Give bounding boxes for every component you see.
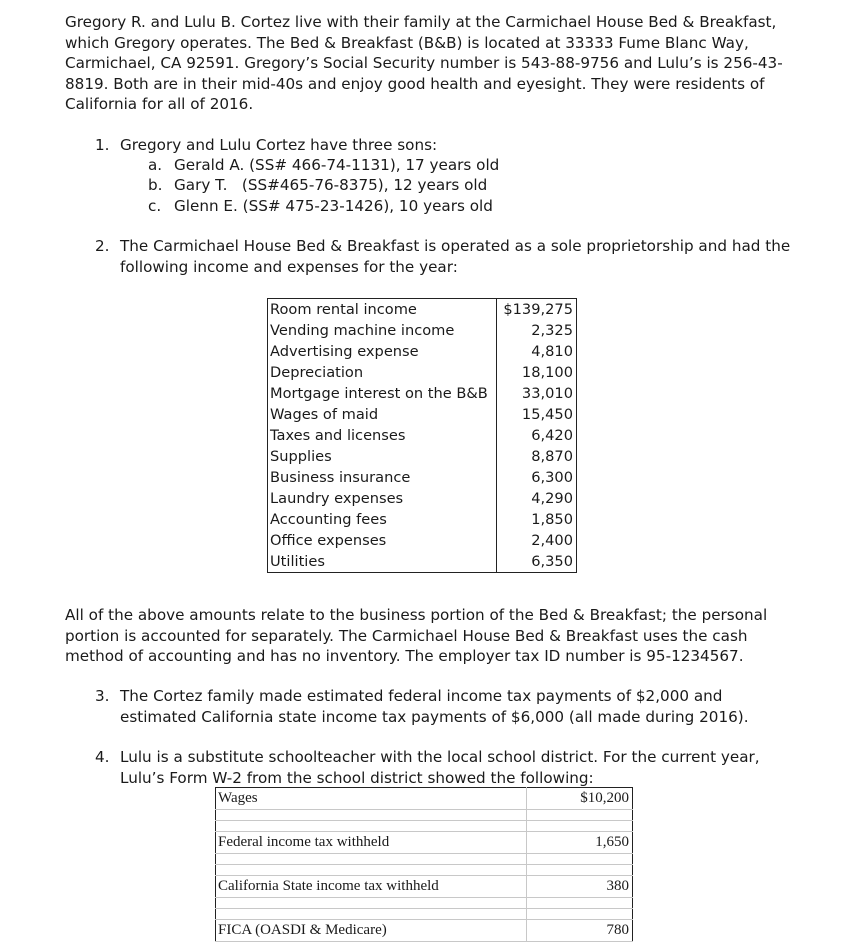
row-value: $139,275	[497, 299, 577, 321]
table-row	[268, 320, 577, 341]
w2-table	[215, 787, 633, 942]
table-row	[216, 788, 633, 810]
son-a-letter: a.	[148, 156, 163, 174]
w2-label: Wages	[216, 788, 527, 810]
table-row	[268, 530, 577, 551]
table-row	[216, 920, 633, 942]
table-row	[216, 832, 633, 854]
table-row	[268, 551, 577, 573]
son-c	[148, 196, 493, 217]
row-label: Laundry expenses	[268, 488, 497, 509]
row-label: Room rental income	[268, 299, 497, 321]
w2-value: 1,650	[527, 832, 633, 854]
item-2-text: The Carmichael House Bed & Breakfast is operated as a sole proprietorship and had the following income and expenses for the year:	[120, 237, 791, 276]
son-c-letter: c.	[148, 197, 162, 215]
row-value: 18,100	[497, 362, 577, 383]
row-label: Wages of maid	[268, 404, 497, 425]
spacer-row	[216, 909, 633, 920]
row-value: 2,400	[497, 530, 577, 551]
table-row	[268, 341, 577, 362]
item-4-number: 4.	[95, 748, 110, 766]
item-3-text: The Cortez family made estimated federal income tax payments of $2,000 and estimated California state income tax payments of $6,000 (all made during 2016).	[120, 687, 749, 726]
spacer-row	[216, 865, 633, 876]
w2-label: Federal income tax withheld	[216, 832, 527, 854]
after-table-paragraph: All of the above amounts relate to the business portion of the Bed & Breakfast; the personal portion is accounted for separately. The Carmichael House Bed & Breakfast uses the cash method of accounting and has no inventory. The employer tax ID number is 95-1234567.	[65, 606, 768, 665]
table-row	[268, 383, 577, 404]
item-3-number: 3.	[95, 687, 110, 705]
w2-label: FICA (OASDI & Medicare)	[216, 920, 527, 942]
row-label: Utilities	[268, 551, 497, 573]
w2-value: $10,200	[527, 788, 633, 810]
row-value: 6,350	[497, 551, 577, 573]
item-1-number: 1.	[95, 136, 110, 154]
row-label: Accounting fees	[268, 509, 497, 530]
son-b	[148, 175, 487, 196]
w2-value: 380	[527, 876, 633, 898]
intro-paragraph: Gregory R. and Lulu B. Cortez live with their family at the Carmichael House Bed & Breakfast, which Gregory operates. The Bed & Breakfast (B&B) is located at 33333 Fume Blanc Way, Carmichael, CA 92591. Gregory’s Social Security number is 543-88-9756 and Lulu’s is 256-43-8819. Both are in their mid-40s and enjoy good health and eyesight. They were residents of California for all of 2016.	[65, 13, 783, 113]
row-value: 4,290	[497, 488, 577, 509]
spacer-row	[216, 810, 633, 821]
son-c-text: Glenn E. (SS# 475-23-1426), 10 years old	[174, 197, 493, 215]
row-value: 33,010	[497, 383, 577, 404]
row-value: 15,450	[497, 404, 577, 425]
w2-value: 780	[527, 920, 633, 942]
table-row	[268, 467, 577, 488]
row-value: 4,810	[497, 341, 577, 362]
son-b-letter: b.	[148, 176, 163, 194]
table-row	[268, 404, 577, 425]
spacer-row	[216, 854, 633, 865]
row-label: Vending machine income	[268, 320, 497, 341]
row-value: 6,300	[497, 467, 577, 488]
item-1-text: Gregory and Lulu Cortez have three sons:	[120, 136, 438, 154]
table-row	[268, 425, 577, 446]
row-label: Depreciation	[268, 362, 497, 383]
business-income-expense-table	[267, 298, 577, 573]
row-label: Business insurance	[268, 467, 497, 488]
row-label: Supplies	[268, 446, 497, 467]
row-label: Taxes and licenses	[268, 425, 497, 446]
row-value: 8,870	[497, 446, 577, 467]
table-row	[268, 362, 577, 383]
spacer-row	[216, 821, 633, 832]
table-row	[268, 299, 577, 321]
w2-label: California State income tax withheld	[216, 876, 527, 898]
son-a-text: Gerald A. (SS# 466-74-1131), 17 years old	[174, 156, 500, 174]
son-b-text: Gary T. (SS#465-76-8375), 12 years old	[174, 176, 488, 194]
row-value: 6,420	[497, 425, 577, 446]
row-label: Advertising expense	[268, 341, 497, 362]
item-2-number: 2.	[95, 237, 110, 255]
row-label: Office expenses	[268, 530, 497, 551]
row-value: 2,325	[497, 320, 577, 341]
row-value: 1,850	[497, 509, 577, 530]
item-4-text: Lulu is a substitute schoolteacher with the local school district. For the current year, Lulu’s Form W-2 from the school district showed the following:	[120, 748, 760, 787]
row-label: Mortgage interest on the B&B	[268, 383, 497, 404]
table-row	[268, 509, 577, 530]
table-row	[268, 446, 577, 467]
son-a	[148, 155, 499, 176]
table-row	[216, 876, 633, 898]
spacer-row	[216, 898, 633, 909]
table-row	[268, 488, 577, 509]
